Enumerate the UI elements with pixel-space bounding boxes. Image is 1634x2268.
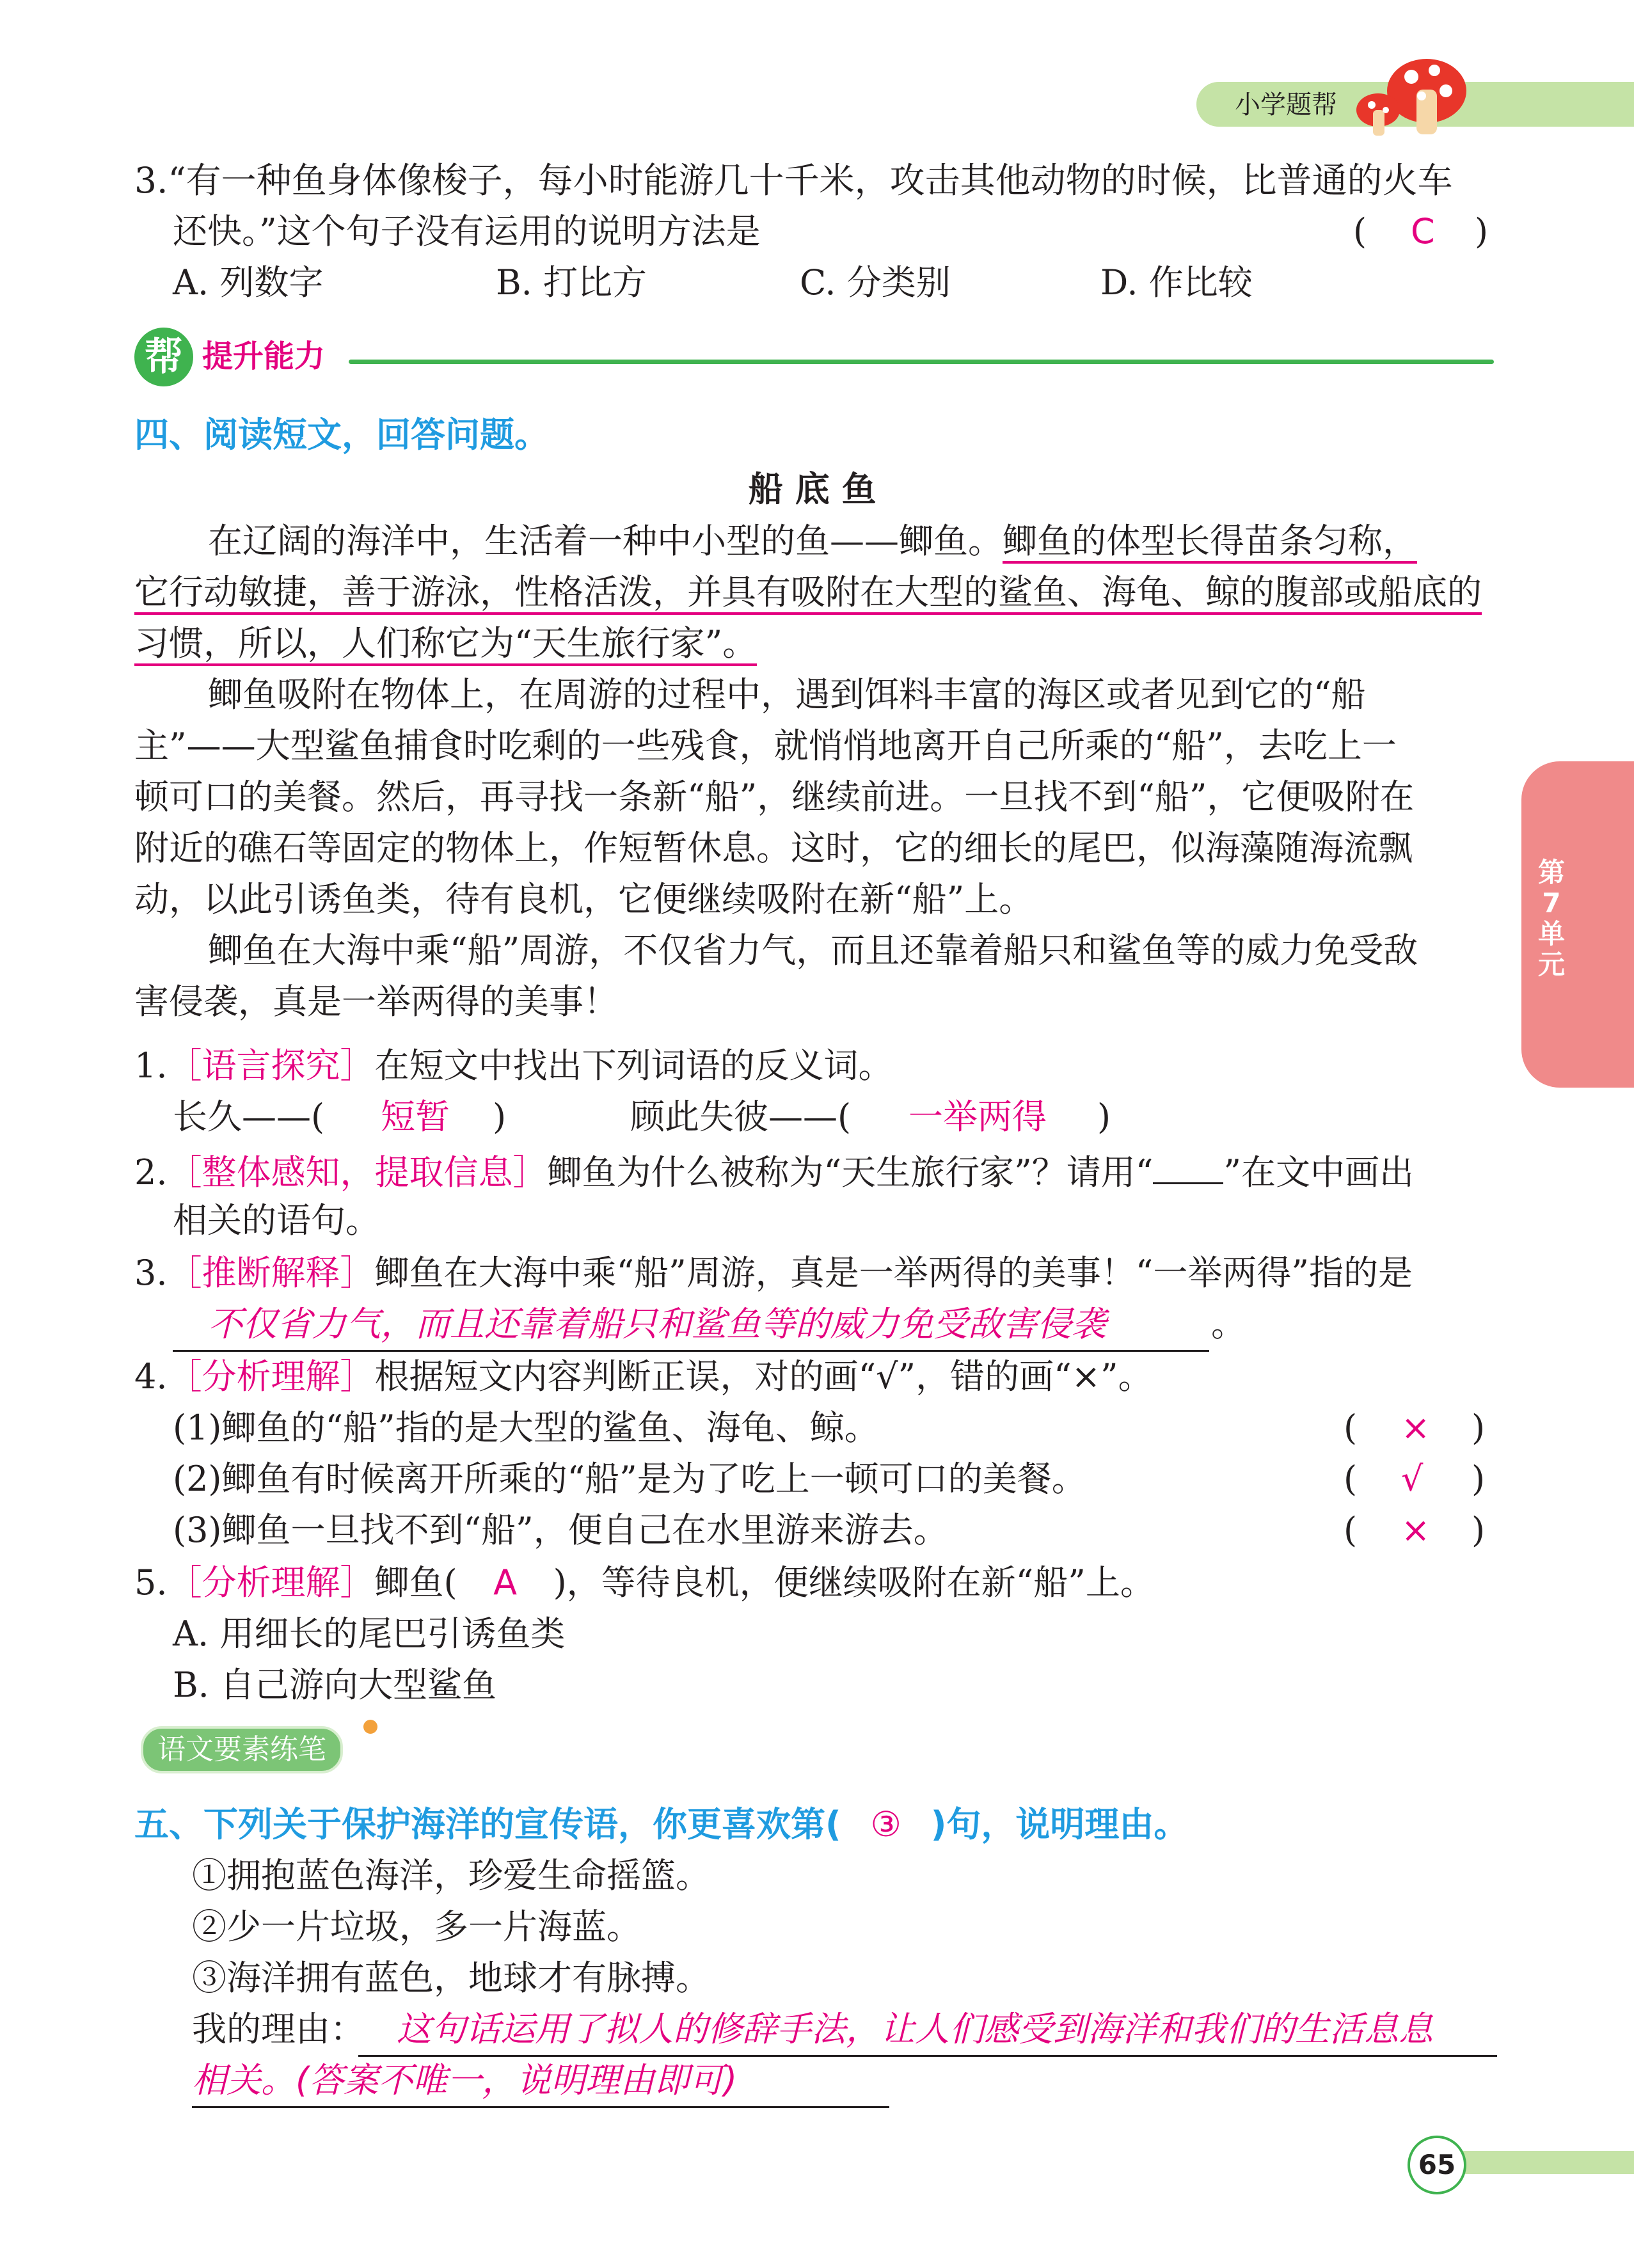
q2-text-a: 鲫鱼为什么被称为“天生旅行家”？请用“ <box>547 1152 1154 1193</box>
part4-heading: 四、阅读短文，回答问题。 <box>134 415 549 455</box>
badge-flower-icon <box>363 1720 377 1734</box>
mushroom-icon <box>1350 51 1471 141</box>
q5-num: 5. <box>134 1562 168 1603</box>
q1-item1-word: 长久——( <box>173 1097 325 1137</box>
q5-option-a: A. 用细长的尾巴引诱鱼类 <box>173 1614 566 1654</box>
q3-num: 3. <box>134 1253 168 1293</box>
passage-p1-line3-text: 习惯，所以，人们称它为“天生旅行家”。 <box>134 623 757 666</box>
section-badge <box>134 328 193 386</box>
q3-prev-paren-close: ) <box>1475 211 1489 251</box>
q3-tag: ［推断解释］ <box>167 1253 375 1293</box>
passage-p3-line1: 鲫鱼在大海中乘“船”周游，不仅省力气，而且还靠着船只和鲨鱼等的威力免受敌 <box>208 930 1418 971</box>
q5-text-a: 鲫鱼( <box>374 1562 457 1603</box>
reason-line2-text: 相关。(答案不唯一，说明理由即可) <box>192 2060 738 2100</box>
part5-heading <box>134 1799 1188 1850</box>
passage-p1-line1a: 在辽阔的海洋中，生活着一种中小型的鱼——鲫鱼。 <box>208 521 1003 561</box>
q1-item1-answer: 短暂 <box>381 1097 450 1137</box>
reason-label: 我的理由： <box>192 2009 365 2049</box>
q5-line <box>134 1557 1155 1608</box>
q4-item1-close: ) <box>1471 1408 1486 1448</box>
slogan-1: ①拥抱蓝色海洋，珍爱生命摇篮。 <box>192 1855 710 1896</box>
passage-p1-line3 <box>134 618 757 669</box>
q3-prev-line1: 3.“有一种鱼身体像梭子，每小时能游几十千米，攻击其他动物的时候，比普通的火车 <box>134 160 1453 201</box>
q3-prev-answer: C <box>1411 211 1435 251</box>
q2-underline-sample <box>1153 1144 1223 1184</box>
passage-p2-line4: 附近的礁石等固定的物体上，作短暂休息。这时，它的细长的尾巴，似海藻随海流飘 <box>134 828 1413 868</box>
q4-item2-close: ) <box>1471 1459 1486 1499</box>
page-number: 65 <box>1418 2149 1456 2180</box>
q5-option-b: B. 自己游向大型鲨鱼 <box>173 1665 497 1705</box>
passage-p2-line1: 鲫鱼吸附在物体上，在周游的过程中，遇到饵料丰富的海区或者见到它的“船 <box>208 674 1366 715</box>
header-brand: 小学题帮 <box>1235 90 1337 120</box>
q3-text: 鲫鱼在大海中乘“船”周游，真是一举两得的美事！“一举两得”指的是 <box>374 1253 1413 1293</box>
q2-num: 2. <box>134 1152 168 1193</box>
reason-line2[interactable] <box>192 2055 889 2108</box>
q3-end: 。 <box>1211 1304 1246 1344</box>
q1-item2-close: ) <box>1097 1097 1111 1137</box>
q3-prev-option-a: A. 列数字 <box>173 262 324 303</box>
passage-p1-line1 <box>208 516 1417 567</box>
unit-tab-num: 7 <box>1542 887 1561 919</box>
slogan-3: ③海洋拥有蓝色，地球才有脉搏。 <box>192 1958 710 1998</box>
part5-heading-a: 五、下列关于保护海洋的宣传语，你更喜欢第( <box>134 1804 841 1844</box>
passage-p1-line2 <box>134 567 1482 618</box>
q4-item2-mark[interactable]: √ <box>1401 1459 1424 1499</box>
q5-text-b: )，等待良机，便继续吸附在新“船”上。 <box>553 1562 1155 1603</box>
q4-tag: ［分析理解］ <box>167 1356 375 1397</box>
q1-item2-answer: 一举两得 <box>908 1097 1047 1137</box>
practice-badge <box>141 1726 343 1773</box>
q5-tag: ［分析理解］ <box>167 1562 375 1603</box>
q4-item3-open: ( <box>1344 1510 1358 1550</box>
passage-p3-line2: 害侵袭，真是一举两得的美事！ <box>134 981 618 1022</box>
q3-prev-line2: 还快。”这个句子没有运用的说明方法是 <box>173 211 761 251</box>
q4-line <box>134 1351 1153 1402</box>
q4-item2-open: ( <box>1344 1459 1358 1499</box>
q1-item1-close: ) <box>493 1097 507 1137</box>
q4-item1-open: ( <box>1344 1408 1358 1448</box>
q5-answer[interactable]: A <box>493 1562 518 1603</box>
q2-text-b: ”在文中画出 <box>1223 1152 1414 1193</box>
q3-prev-option-c: C. 分类别 <box>800 262 951 303</box>
q3-prev-option-b: B. 打比方 <box>496 262 647 303</box>
section-badge-text: 帮 <box>145 335 183 379</box>
reason-line1[interactable] <box>358 2004 1497 2057</box>
page-number-circle <box>1408 2136 1466 2194</box>
slogan-2: ②少一片垃圾，多一片海蓝。 <box>192 1907 641 1947</box>
q4-item2-text: (2)鲫鱼有时候离开所乘的“船”是为了吃上一顿可口的美餐。 <box>173 1459 1086 1499</box>
passage-p1-line2-text: 它行动敏捷，善于游泳，性格活泼，并具有吸附在大型的鲨鱼、海龟、鲸的腹部或船底的 <box>134 572 1482 615</box>
q3-prev-paren-open: ( <box>1353 211 1367 251</box>
reason-line1-text: 这句话运用了拟人的修辞手法，让人们感受到海洋和我们的生活息息 <box>397 2009 1433 2049</box>
unit-tab-line2: 单 <box>1537 918 1565 949</box>
q1-tag: ［语言探究］ <box>167 1045 375 1086</box>
q4-text: 根据短文内容判断正误，对的画“√”，错的画“×”。 <box>374 1356 1153 1397</box>
q2-line <box>134 1144 1414 1198</box>
q3-answer-line[interactable] <box>173 1299 1209 1352</box>
unit-tab-line3: 元 <box>1537 949 1565 980</box>
passage-p1-line1b: 鲫鱼的体型长得苗条匀称， <box>1003 521 1417 564</box>
q2-line2: 相关的语句。 <box>173 1200 380 1241</box>
q3-prev-option-d: D. 作比较 <box>1100 262 1253 303</box>
q3-line <box>134 1248 1413 1299</box>
q4-num: 4. <box>134 1356 168 1397</box>
practice-badge-text: 语文要素练笔 <box>157 1733 326 1766</box>
q4-item3-text: (3)鲫鱼一旦找不到“船”，便自己在水里游来游去。 <box>173 1510 948 1550</box>
section-divider <box>349 360 1494 364</box>
q4-item3-mark[interactable]: × <box>1401 1510 1431 1550</box>
q1-item2-word: 顾此失彼——( <box>630 1097 852 1137</box>
q4-item1-mark[interactable]: × <box>1401 1408 1431 1448</box>
unit-side-tab-text <box>1532 857 1571 980</box>
part5-heading-b: )句，说明理由。 <box>930 1804 1189 1844</box>
passage-title: 船 底 鱼 <box>749 469 876 509</box>
passage-p2-line3: 顿可口的美餐。然后，再寻找一条新“船”，继续前进。一旦找不到“船”，它便吸附在 <box>134 777 1415 817</box>
q1-line <box>134 1040 893 1091</box>
unit-tab-line1: 第 <box>1537 857 1565 888</box>
q4-item3-close: ) <box>1471 1510 1486 1550</box>
q2-tag: ［整体感知，提取信息］ <box>167 1152 548 1193</box>
section-label: 提升能力 <box>202 338 326 374</box>
q3-answer: 不仅省力气，而且还靠着船只和鲨鱼等的威力免受敌害侵袭 <box>208 1304 1106 1344</box>
passage-p2-line5: 动，以此引诱鱼类，待有良机，它便继续吸附在新“船”上。 <box>134 879 1034 919</box>
q1-text: 在短文中找出下列词语的反义词。 <box>374 1045 893 1086</box>
part5-answer[interactable]: ③ <box>870 1804 901 1844</box>
passage-p2-line2: 主”——大型鲨鱼捕食时吃剩的一些残食，就悄悄地离开自己所乘的“船”，去吃上一 <box>134 726 1397 766</box>
q4-item1-text: (1)鲫鱼的“船”指的是大型的鲨鱼、海龟、鲸。 <box>173 1408 879 1448</box>
q1-num: 1. <box>134 1045 168 1086</box>
